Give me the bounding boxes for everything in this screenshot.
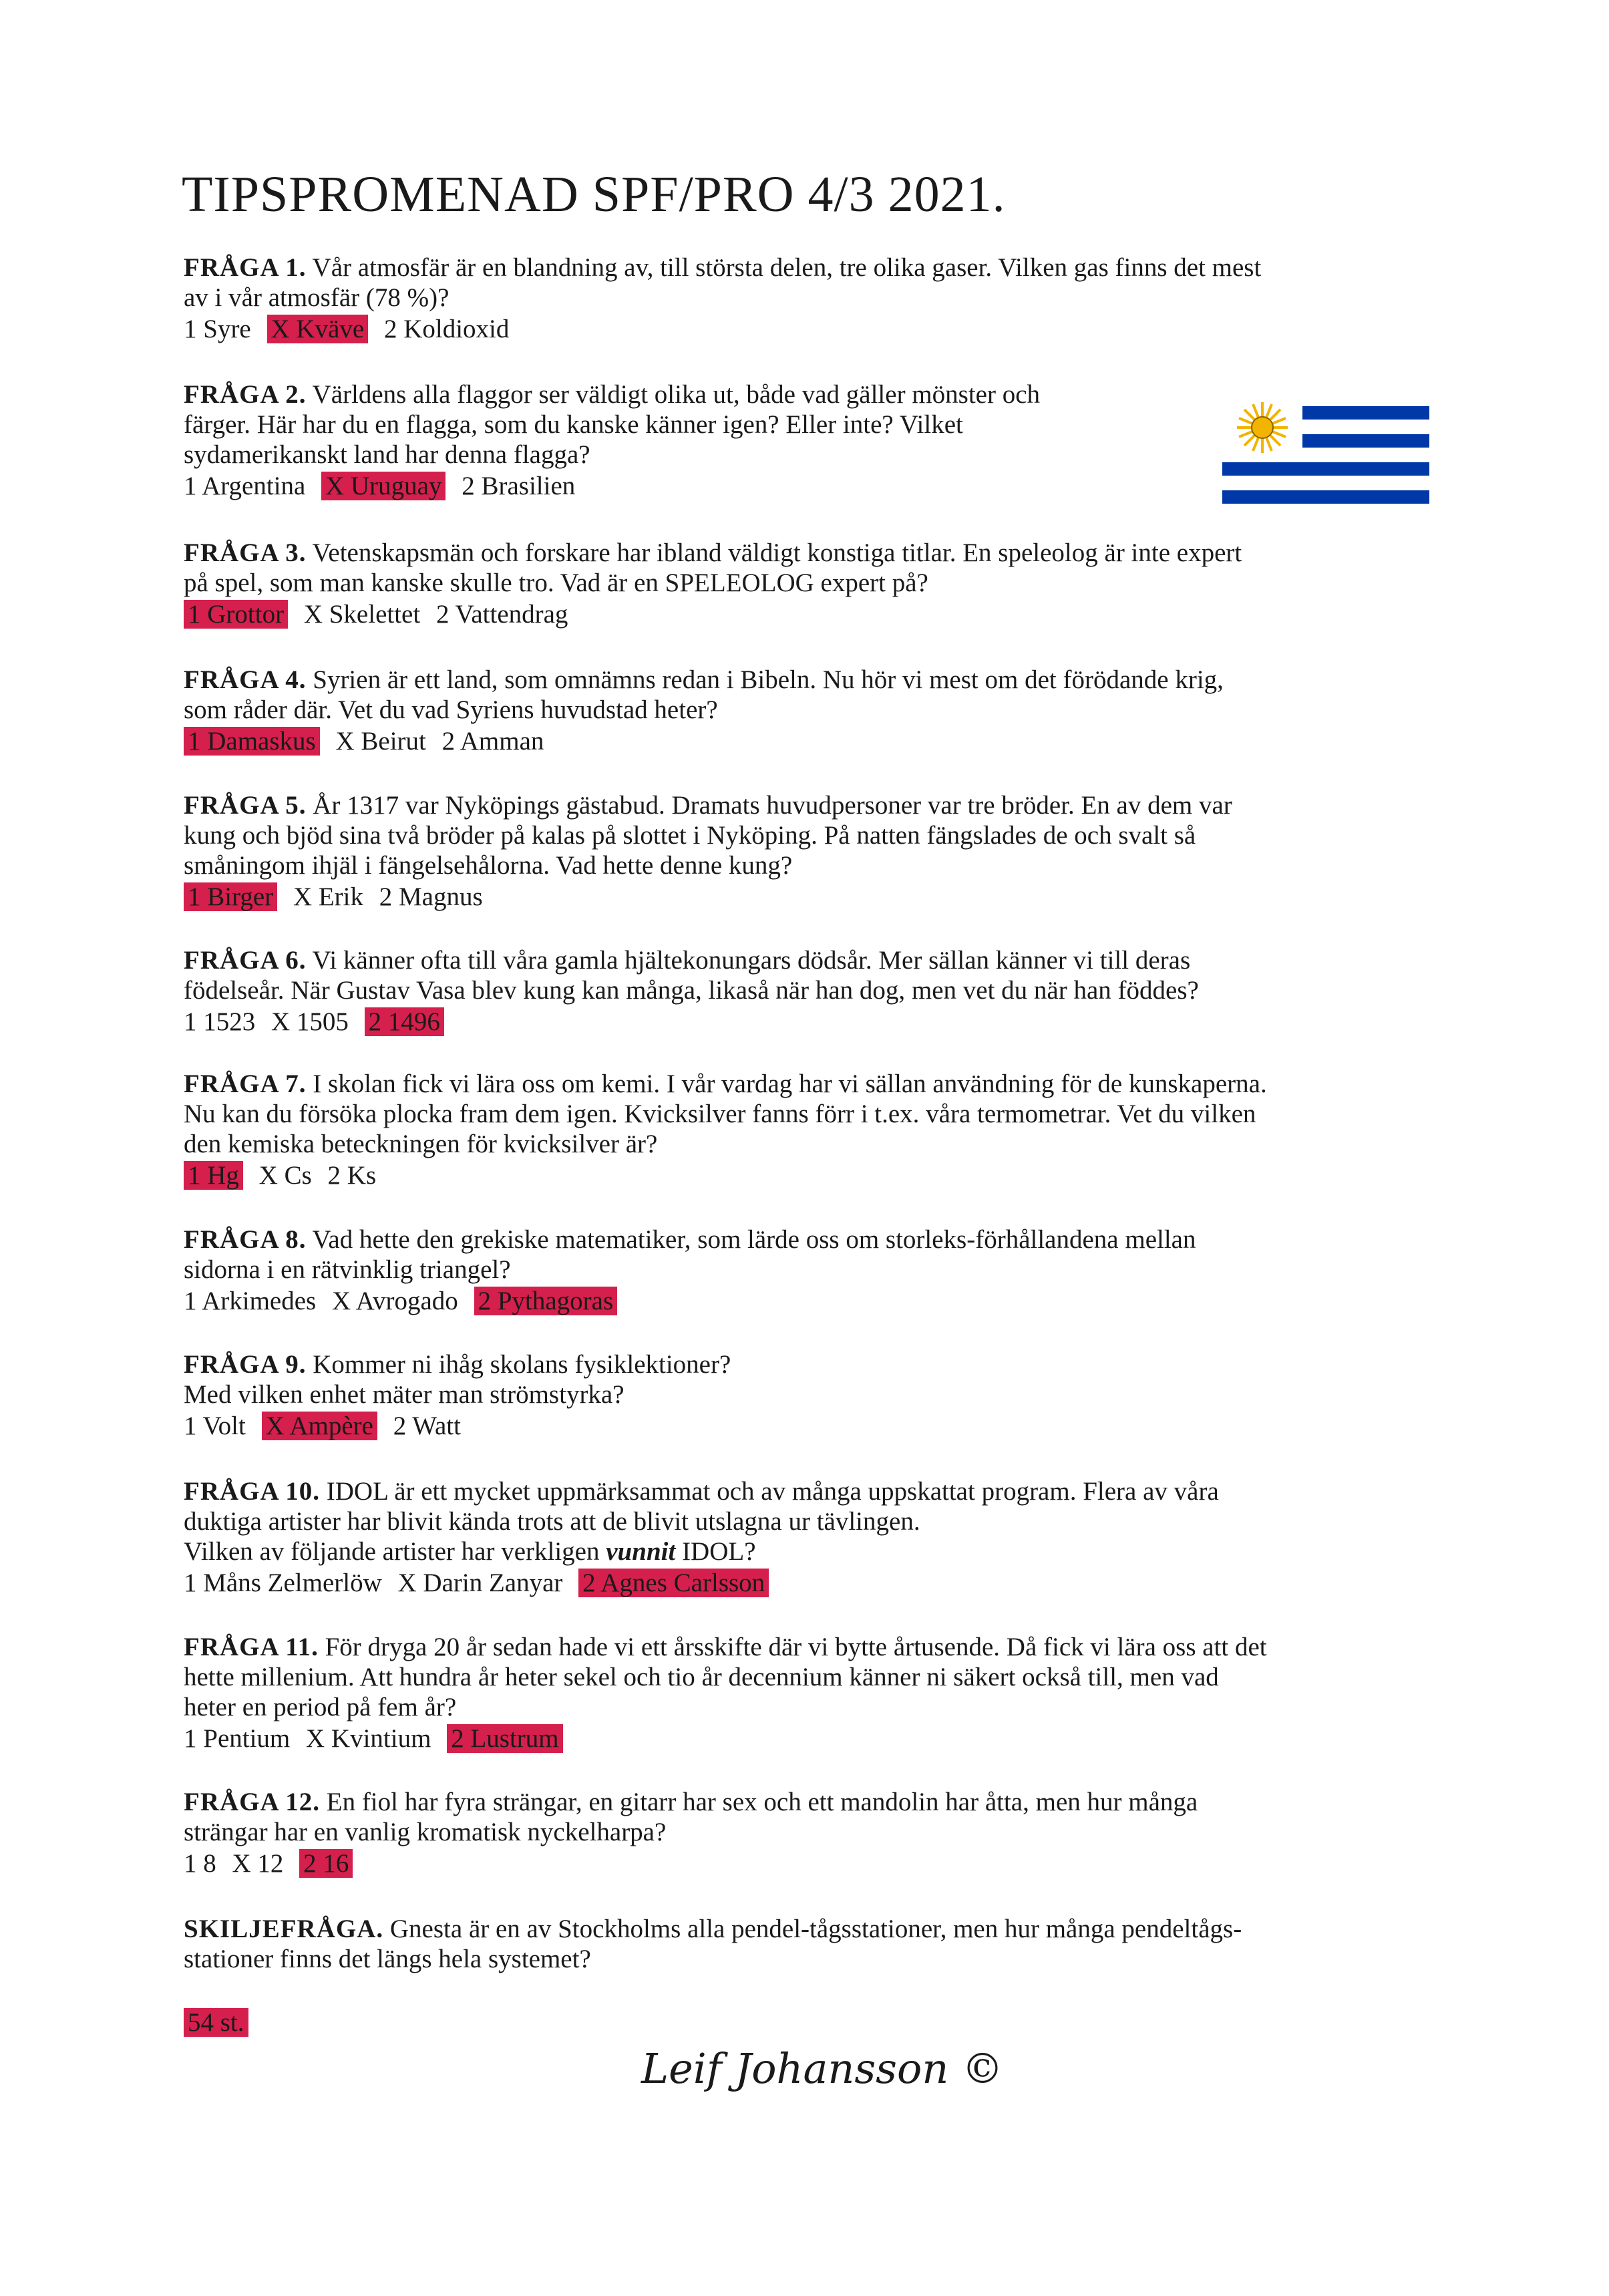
answer-row: [184, 1724, 1459, 1754]
answer-2: 2 Amman: [441, 727, 544, 756]
answer-row: [184, 1286, 1459, 1316]
answer-1: 1 1523: [184, 1007, 256, 1036]
question-head: FRÅGA 5.: [184, 791, 307, 820]
answer-row: [184, 471, 1186, 501]
answer-2: 2 Pythagoras: [474, 1287, 618, 1315]
answer-1: 1 Birger: [184, 882, 277, 911]
answer-x: X Kväve: [267, 315, 369, 343]
question-head: FRÅGA 7.: [184, 1070, 307, 1098]
question-text: Med vilken enhet mäter man strömstyrka?: [184, 1380, 624, 1409]
answer-x: X Skelettet: [303, 600, 421, 629]
question-11: [184, 1632, 1459, 1754]
question-text: sidorna i en rätvinklig triangel?: [184, 1255, 511, 1284]
uruguay-flag-icon: [1222, 394, 1429, 514]
answer-1: 1 Syre: [184, 315, 251, 343]
question-12: [184, 1787, 1459, 1878]
question-head: FRÅGA 9.: [184, 1350, 307, 1379]
question-head: FRÅGA 4.: [184, 665, 307, 694]
question-1: [184, 253, 1459, 344]
answer-1: 1 Damaskus: [184, 727, 320, 756]
question-text: den kemiska beteckningen för kvicksilver är?: [184, 1130, 658, 1158]
answer-1: 1 Arkimedes: [184, 1287, 317, 1315]
question-head: FRÅGA 10.: [184, 1477, 320, 1506]
emphasis-text: vunnit: [606, 1537, 676, 1566]
answer-2: 2 Watt: [393, 1412, 461, 1440]
question-text: kung och bjöd sina två bröder på kalas på slottet i Nyköping. På natten fängslades de och svalt så: [184, 821, 1196, 850]
answer-x: X 1505: [271, 1007, 349, 1036]
sun-icon: [1237, 402, 1288, 453]
question-text: hette millenium. Att hundra år heter sekel och tio år decennium känner ni säkert också till, men vad: [184, 1663, 1219, 1691]
question-6: [184, 945, 1459, 1037]
question-text: I skolan fick vi lära oss om kemi. I vår vardag har vi sällan användning för de kunskaperna.: [313, 1070, 1267, 1098]
answer-2: 2 Magnus: [379, 882, 483, 911]
answer-1: 1 Volt: [184, 1412, 246, 1440]
question-text: stationer finns det längs hela systemet?: [184, 1945, 591, 1973]
question-text: Världens alla flaggor ser väldigt olika ut, både vad gäller mönster och: [312, 380, 1041, 409]
question-head: FRÅGA 1.: [184, 253, 307, 282]
question-2: [184, 379, 1186, 501]
answer-1: 1 8: [184, 1849, 216, 1878]
answer-2: 2 Vattendrag: [435, 600, 568, 629]
question-text: av i vår atmosfär (78 %)?: [184, 283, 450, 312]
answer-2: 2 Brasilien: [462, 472, 576, 500]
question-head: FRÅGA 3.: [184, 538, 307, 567]
question-text: En fiol har fyra strängar, en gitarr har sex och ett mandolin har åtta, men hur många: [326, 1788, 1198, 1816]
answer-1: 1 Måns Zelmerlöw: [184, 1569, 382, 1597]
question-head: FRÅGA 8.: [184, 1225, 307, 1254]
question-text-part: IDOL?: [675, 1537, 756, 1566]
question-text: strängar har en vanlig kromatisk nyckelharpa?: [184, 1818, 667, 1846]
question-5: [184, 790, 1459, 912]
answer-row: [184, 1411, 1459, 1441]
answer-2: 2 Agnes Carlsson: [578, 1569, 769, 1597]
answer-row: [184, 2007, 1459, 2037]
question-9: [184, 1349, 1459, 1441]
question-head: FRÅGA 6.: [184, 946, 307, 975]
tiebreak-question: [184, 1914, 1459, 2037]
question-text: heter en period på fem år?: [184, 1693, 457, 1721]
question-text: duktiga artister har blivit kända trots att de blivit utslagna ur tävlingen.: [184, 1507, 920, 1536]
question-text: För dryga 20 år sedan hade vi ett årsskifte där vi bytte årtusende. Då fick vi lära oss att det: [325, 1633, 1267, 1661]
answer-x: X Avrogado: [331, 1287, 458, 1315]
answer-x: X Cs: [258, 1161, 312, 1190]
answer-row: [184, 1848, 1459, 1878]
question-text: Gnesta är en av Stockholms alla pendel-tågsstationer, men hur många pendeltågs-: [389, 1915, 1242, 1943]
question-text: Syrien är ett land, som omnämns redan i Bibeln. Nu hör vi mest om det förödande krig,: [313, 665, 1224, 694]
answer-x: X Kvintium: [306, 1724, 431, 1753]
answer-row: [184, 599, 1459, 629]
question-text: Nu kan du försöka plocka fram dem igen. Kvicksilver fanns förr i t.ex. våra termometrar. Vet du vilken: [184, 1100, 1256, 1128]
question-text: födelseår. När Gustav Vasa blev kung kan många, likaså när han dog, men vet du när han föddes?: [184, 976, 1199, 1005]
answer-row: [184, 882, 1459, 912]
answer-2: 2 Lustrum: [447, 1724, 562, 1753]
answer-2: 2 1496: [365, 1007, 444, 1036]
question-text: som råder där. Vet du vad Syriens huvudstad heter?: [184, 695, 718, 724]
question-text: Vår atmosfär är en blandning av, till största delen, tre olika gaser. Vilken gas finns det mest: [312, 253, 1262, 282]
answer-1: 1 Grottor: [184, 600, 288, 629]
question-text: IDOL är ett mycket uppmärksammat och av många uppskattat program. Flera av våra: [326, 1477, 1219, 1506]
question-text: Vi känner ofta till våra gamla hjältekonungars dödsår. Mer sällan känner vi till deras: [312, 946, 1191, 975]
question-3: [184, 538, 1459, 629]
question-text: Vetenskapsmän och forskare har ibland väldigt konstiga titlar. En speleolog är inte expert: [312, 538, 1242, 567]
question-7: [184, 1069, 1459, 1190]
question-text: Vad hette den grekiske matematiker, som lärde oss om storleks-förhållandena mellan: [312, 1225, 1196, 1254]
tiebreak-answer: 54 st.: [184, 2008, 248, 2037]
page-title: TIPSPROMENAD SPF/PRO 4/3 2021.: [182, 166, 1006, 222]
answer-x: X Beirut: [335, 727, 426, 756]
question-head: FRÅGA 12.: [184, 1788, 320, 1816]
signature: Leif Johansson ©: [641, 2044, 1003, 2093]
question-4: [184, 665, 1459, 756]
question-text-part: Vilken av följande artister har verkligen: [184, 1537, 606, 1566]
answer-2: 2 Koldioxid: [383, 315, 510, 343]
answer-2: 2 16: [299, 1849, 353, 1878]
question-text: färger. Här har du en flagga, som du kanske känner igen? Eller inte? Vilket: [184, 410, 963, 439]
answer-x: X 12: [232, 1849, 284, 1878]
question-8: [184, 1224, 1459, 1316]
answer-2: 2 Ks: [327, 1161, 377, 1190]
answer-x: X Ampère: [262, 1412, 377, 1440]
answer-1: 1 Hg: [184, 1161, 243, 1190]
answer-row: [184, 1007, 1459, 1037]
question-10: [184, 1476, 1459, 1598]
question-text: småningom ihjäl i fängelsehålorna. Vad hette denne kung?: [184, 851, 793, 880]
answer-1: 1 Argentina: [184, 472, 306, 500]
answer-row: [184, 1160, 1459, 1190]
answer-row: [184, 1568, 1459, 1598]
question-head: SKILJEFRÅGA.: [184, 1915, 384, 1943]
question-text: År 1317 var Nyköpings gästabud. Dramats huvudpersoner var tre bröder. En av dem var: [313, 791, 1232, 820]
question-text: Kommer ni ihåg skolans fysiklektioner?: [313, 1350, 731, 1379]
answer-x: X Erik: [293, 882, 363, 911]
answer-x: X Uruguay: [321, 472, 445, 500]
answer-1: 1 Pentium: [184, 1724, 291, 1753]
answer-row: [184, 726, 1459, 756]
question-text: [184, 1536, 1459, 1567]
answer-row: [184, 314, 1459, 344]
question-text: på spel, som man kanske skulle tro. Vad är en SPELEOLOG expert på?: [184, 568, 928, 597]
question-head: FRÅGA 11.: [184, 1633, 319, 1661]
answer-x: X Darin Zanyar: [397, 1569, 563, 1597]
question-text: sydamerikanskt land har denna flagga?: [184, 440, 590, 469]
question-head: FRÅGA 2.: [184, 380, 307, 409]
